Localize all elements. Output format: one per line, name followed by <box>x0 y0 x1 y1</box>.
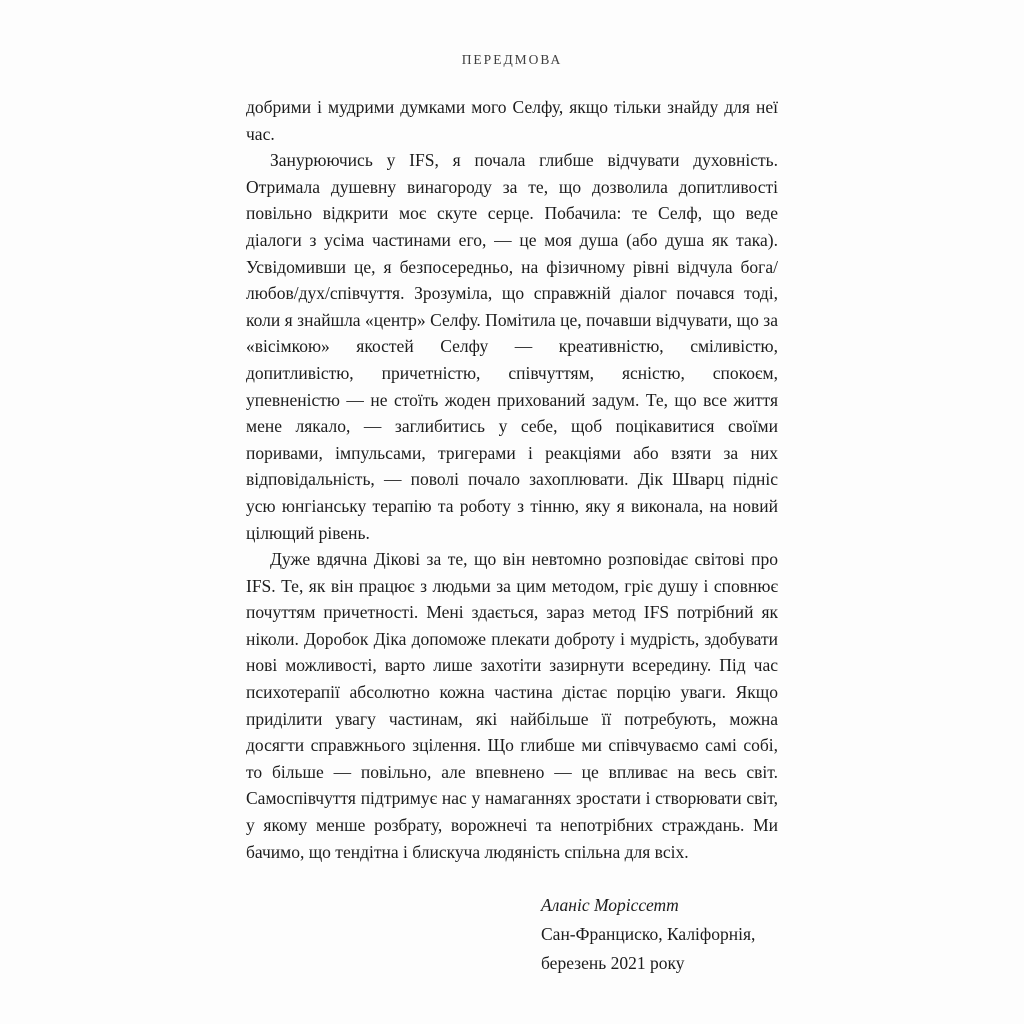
paragraph: Дуже вдячна Дікові за те, що він невтомно розповідає світові про IFS. Те, як він працює з людьми за цим методом, гріє душу і сповнює почуттям причетності. Мені здається, зараз метод IFS потрібний як ніколи. Доробок Діка допоможе плекати доброту і мудрість, здобувати нові можливості, варто лише захотіти зазирнути всередину. Під час психотерапії абсолютно кожна частина дістає порцію уваги. Якщо приділити увагу частинам, які найбільше її потребують, можна досягти справжнього зцілення. Що глибше ми співчуваємо самі собі, то більше — повільно, але впевнено — це впливає на весь світ. Самоспівчуття підтримує нас у намаганнях зростати і створювати світ, у якому менше розбрату, ворожнечі та непотрібних страждань. Ми бачимо, що тендітна і блискуча людяність спільна для всіх. <box>246 549 778 862</box>
signature-author-name: Аланіс Моріссетт <box>541 895 679 916</box>
text-block <box>246 94 778 978</box>
signature-block <box>541 891 778 978</box>
running-header: ПЕРЕДМОВА <box>461 52 563 67</box>
signature-date: березень 2021 року <box>541 953 685 974</box>
signature-place: Сан-Франциско, Каліфорнія, <box>541 924 756 945</box>
paragraph: Занурюючись у IFS, я почала глибше відчувати духовність. Отримала душевну винагороду за те, що дозволила допитливості повільно відкрити моє скуте серце. Побачила: те Селф, що веде діалоги з усіма частинами его, — це моя душа (або душа як така). Усвідомивши це, я безпосередньо, на фізичному рівні відчула бога/любов/дух/співчуття. Зрозуміла, що справжній діалог почався тоді, коли я знайшла «центр» Селфу. Помітила це, почавши відчувати, що за «вісімкою» якостей Селфу — креативністю, сміливістю, допитливістю, причетністю, співчуттям, ясністю, спокоєм, упевненістю — не стоїть жоден прихований задум. Те, що все життя мене лякало, — заглибитись у себе, щоб поцікавитися своїми поривами, імпульсами, тригерами і реакціями або взяти за них відповідальність, — поволі почало захоплювати. Дік Шварц підніс усю юнгіанську терапію та роботу з тінню, яку я виконала, на новий цілющий рівень. <box>246 150 778 543</box>
paragraph-continuation: добрими і мудрими думками мого Селфу, якщо тільки знайду для неї час. <box>246 97 778 144</box>
